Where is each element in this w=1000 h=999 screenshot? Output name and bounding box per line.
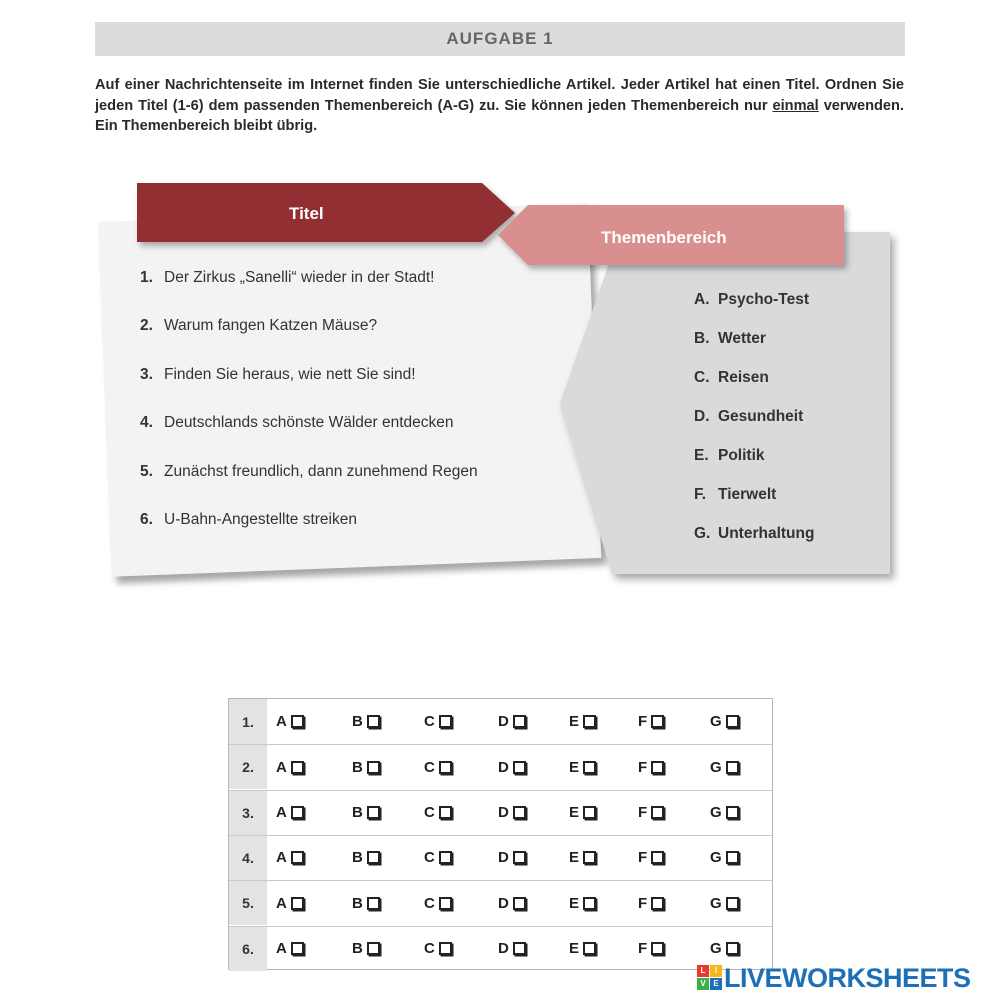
answer-option[interactable]: [569, 881, 596, 925]
answer-option[interactable]: [424, 745, 452, 789]
checkbox-icon[interactable]: [367, 897, 380, 910]
answer-option[interactable]: [638, 745, 664, 789]
answer-row-number: 4.: [229, 836, 267, 880]
answer-option-label: A: [276, 758, 287, 776]
themen-item-text: Tierwelt: [718, 486, 777, 503]
instructions-underlined: einmal: [772, 97, 819, 114]
answer-row: [229, 699, 772, 744]
titel-item-text: U-Bahn-Angestellte streiken: [164, 511, 357, 528]
answer-option[interactable]: [498, 791, 526, 835]
checkbox-icon[interactable]: [583, 851, 596, 864]
answer-option-label: C: [424, 940, 435, 957]
answer-option[interactable]: [424, 699, 452, 744]
answer-option[interactable]: [352, 699, 380, 744]
themen-item-letter: C.: [694, 369, 710, 386]
checkbox-icon[interactable]: [726, 715, 739, 728]
answer-option-label: E: [569, 894, 580, 912]
answer-option-label: A: [276, 804, 287, 822]
themen-item-text: Reisen: [718, 369, 769, 386]
themen-item: [694, 291, 809, 309]
answer-row: [229, 926, 772, 971]
answer-option[interactable]: [710, 791, 739, 835]
answer-option[interactable]: [424, 881, 452, 925]
checkbox-icon[interactable]: [291, 715, 304, 728]
titel-item: [140, 366, 416, 384]
answer-row: [229, 835, 772, 880]
themen-item-text: Psycho-Test: [718, 291, 810, 308]
answer-option-label: B: [352, 713, 363, 730]
answer-option[interactable]: [276, 927, 304, 971]
answer-option-label: F: [638, 849, 648, 867]
titel-item-number: 1.: [140, 269, 153, 286]
answer-option[interactable]: [638, 699, 664, 744]
answer-option[interactable]: [498, 881, 526, 925]
answer-option[interactable]: [498, 927, 526, 971]
task-title: AUFGABE 1: [446, 29, 554, 48]
logo-badge-letter: E: [710, 978, 722, 990]
answer-option-label: D: [498, 804, 509, 822]
logo-badge-letter: L: [697, 965, 709, 977]
answer-option-label: G: [710, 849, 722, 867]
answer-option[interactable]: [424, 836, 452, 880]
answer-option-label: E: [569, 849, 580, 867]
answer-row-number: 6.: [229, 927, 267, 971]
answer-row-number: 5.: [229, 881, 267, 925]
checkbox-icon[interactable]: [651, 851, 664, 864]
logo-badge-icon: [697, 965, 723, 991]
checkbox-icon[interactable]: [583, 715, 596, 728]
checkbox-icon[interactable]: [513, 806, 526, 819]
answer-option-label: G: [710, 804, 722, 822]
checkbox-icon[interactable]: [439, 851, 452, 864]
themen-item-letter: G.: [694, 525, 711, 542]
checkbox-icon[interactable]: [291, 761, 304, 774]
themen-item: [694, 447, 765, 465]
checkbox-icon[interactable]: [291, 942, 304, 955]
answer-option[interactable]: [569, 927, 596, 971]
titel-item-text: Zunächst freundlich, dann zunehmend Regen: [164, 462, 478, 480]
answer-option-label: G: [710, 758, 722, 776]
checkbox-icon[interactable]: [291, 851, 304, 864]
answer-option-label: D: [498, 713, 509, 730]
checkbox-icon[interactable]: [367, 942, 380, 955]
answer-option[interactable]: [710, 745, 739, 789]
themen-item-text: Unterhaltung: [718, 525, 815, 542]
answer-option-label: F: [638, 804, 648, 822]
checkbox-icon[interactable]: [513, 761, 526, 774]
answer-option-label: E: [569, 713, 580, 730]
answer-option[interactable]: [638, 881, 664, 925]
answer-option[interactable]: [710, 836, 739, 880]
themen-panel: [560, 232, 890, 574]
themen-item-text: Politik: [718, 447, 765, 464]
titel-item-number: 4.: [140, 414, 153, 432]
titel-item-text: Warum fangen Katzen Mäuse?: [164, 317, 378, 335]
checkbox-icon[interactable]: [513, 942, 526, 955]
answer-option-label: E: [569, 758, 580, 776]
answer-option[interactable]: [710, 699, 739, 744]
logo-text: LIVEWORKSHEETS: [724, 962, 971, 993]
checkbox-icon[interactable]: [726, 851, 739, 864]
answer-option[interactable]: [569, 745, 596, 789]
checkbox-icon[interactable]: [651, 806, 664, 819]
checkbox-icon[interactable]: [651, 761, 664, 774]
answer-option[interactable]: [276, 881, 304, 925]
answer-option[interactable]: [276, 836, 304, 880]
answer-option-label: F: [638, 713, 648, 730]
answer-option-label: D: [498, 849, 509, 867]
titel-item-number: 6.: [140, 511, 153, 528]
titel-item-text: Finden Sie heraus, wie nett Sie sind!: [164, 365, 416, 383]
checkbox-icon[interactable]: [367, 761, 380, 774]
answer-row: [229, 880, 772, 925]
checkbox-icon[interactable]: [439, 806, 452, 819]
titel-banner-label: Titel: [289, 204, 324, 223]
titel-item: [140, 414, 454, 432]
titel-item-text: Deutschlands schönste Wälder entdecken: [164, 414, 454, 432]
answer-option[interactable]: [352, 745, 380, 789]
checkbox-icon[interactable]: [367, 851, 380, 864]
answer-option[interactable]: [352, 791, 380, 835]
answer-option-label: F: [638, 758, 648, 776]
checkbox-icon[interactable]: [439, 897, 452, 910]
checkbox-icon[interactable]: [439, 942, 452, 955]
answer-option[interactable]: [352, 836, 380, 880]
themen-item-letter: D.: [694, 408, 710, 425]
answer-option[interactable]: [352, 881, 380, 925]
themen-banner-label: Themenbereich: [601, 228, 727, 247]
answer-option-label: A: [276, 940, 287, 957]
answer-option[interactable]: [710, 881, 739, 925]
answer-row: [229, 744, 772, 789]
checkbox-icon[interactable]: [726, 897, 739, 910]
titel-item: [140, 269, 435, 287]
themen-item: [694, 525, 814, 543]
answer-option-label: A: [276, 849, 287, 867]
answer-option-label: G: [710, 940, 722, 957]
answer-option[interactable]: [569, 836, 596, 880]
checkbox-icon[interactable]: [726, 806, 739, 819]
answer-option-label: C: [424, 713, 435, 730]
checkbox-icon[interactable]: [583, 761, 596, 774]
checkbox-icon[interactable]: [583, 897, 596, 910]
instructions-part2: verwenden. Ein Themenbereich bleibt übrig.: [95, 97, 904, 134]
titel-item-number: 2.: [140, 317, 153, 335]
themen-item: [694, 408, 803, 426]
checkbox-icon[interactable]: [439, 761, 452, 774]
checkbox-icon[interactable]: [367, 806, 380, 819]
answer-option[interactable]: [569, 791, 596, 835]
answer-option[interactable]: [498, 699, 526, 744]
task-header-bar: [95, 22, 905, 56]
checkbox-icon[interactable]: [651, 715, 664, 728]
titel-item: [140, 317, 377, 335]
answer-option-label: B: [352, 894, 363, 912]
answer-option[interactable]: [352, 927, 380, 971]
themen-item-text: Wetter: [718, 330, 766, 347]
themen-item: [694, 330, 766, 348]
answer-option[interactable]: [276, 791, 304, 835]
answer-option[interactable]: [276, 699, 304, 744]
themen-banner: [498, 205, 844, 265]
answer-row-number: 2.: [229, 745, 267, 789]
answer-option-label: C: [424, 849, 435, 867]
answer-option-label: E: [569, 804, 580, 822]
checkbox-icon[interactable]: [291, 897, 304, 910]
answer-option[interactable]: [498, 836, 526, 880]
themen-item: [694, 486, 776, 504]
answer-option[interactable]: [276, 745, 304, 789]
themen-item: [694, 369, 769, 387]
answer-option[interactable]: [424, 791, 452, 835]
checkbox-icon[interactable]: [583, 942, 596, 955]
answer-option-label: F: [638, 894, 648, 912]
answer-option-label: G: [710, 713, 722, 730]
checkbox-icon[interactable]: [291, 806, 304, 819]
answer-row-number: 1.: [229, 699, 267, 744]
titel-banner: [137, 183, 515, 242]
answer-option[interactable]: [498, 745, 526, 789]
themen-item-letter: B.: [694, 330, 710, 347]
answer-option-label: B: [352, 940, 363, 957]
answer-option-label: E: [569, 940, 580, 957]
answer-option-label: A: [276, 894, 287, 912]
themen-item-text: Gesundheit: [718, 408, 804, 425]
checkbox-icon[interactable]: [513, 897, 526, 910]
themen-item-letter: F.: [694, 486, 707, 503]
checkbox-icon[interactable]: [651, 897, 664, 910]
titel-item-number: 3.: [140, 365, 153, 383]
instructions-text: [95, 75, 904, 137]
checkbox-icon[interactable]: [583, 806, 596, 819]
answer-option-label: A: [276, 713, 287, 730]
logo-badge-letter: I: [710, 965, 722, 977]
answer-option-label: B: [352, 849, 363, 867]
liveworksheets-logo: [697, 962, 971, 994]
answer-option[interactable]: [638, 836, 664, 880]
answer-option-label: F: [638, 940, 648, 957]
answer-option[interactable]: [569, 699, 596, 744]
logo-badge-letter: V: [697, 978, 709, 990]
answer-option-label: D: [498, 940, 509, 957]
checkbox-icon[interactable]: [513, 715, 526, 728]
themen-item-letter: A.: [694, 291, 710, 308]
answer-option-label: C: [424, 894, 435, 912]
checkbox-icon[interactable]: [439, 715, 452, 728]
themen-item-letter: E.: [694, 447, 709, 464]
answer-option-label: C: [424, 758, 435, 776]
checkbox-icon[interactable]: [367, 715, 380, 728]
checkbox-icon[interactable]: [726, 761, 739, 774]
answer-option-label: D: [498, 758, 509, 776]
instructions-part1: Auf einer Nachrichtenseite im Internet finden Sie unterschiedliche Artikel. Jeder Artikel hat einen Titel. Ordnen Sie jeden Titel (1-6) dem passenden Themenbereich (A-G) zu. Sie können jeden Themenbereich nur: [95, 77, 904, 114]
answer-row: [229, 790, 772, 835]
answer-option-label: G: [710, 894, 722, 912]
answer-option[interactable]: [638, 927, 664, 971]
titel-item: [140, 511, 357, 529]
titel-item-number: 5.: [140, 462, 153, 480]
answer-row-number: 3.: [229, 791, 267, 835]
answer-option[interactable]: [638, 791, 664, 835]
checkbox-icon[interactable]: [513, 851, 526, 864]
answer-option[interactable]: [424, 927, 452, 971]
answer-table: [228, 698, 773, 970]
answer-option-label: B: [352, 804, 363, 822]
titel-item: [140, 463, 478, 481]
checkbox-icon[interactable]: [726, 942, 739, 955]
titel-item-text: Der Zirkus „Sanelli“ wieder in der Stadt!: [164, 269, 435, 286]
checkbox-icon[interactable]: [651, 942, 664, 955]
answer-option-label: B: [352, 758, 363, 776]
answer-option-label: C: [424, 804, 435, 822]
answer-option-label: D: [498, 894, 509, 912]
